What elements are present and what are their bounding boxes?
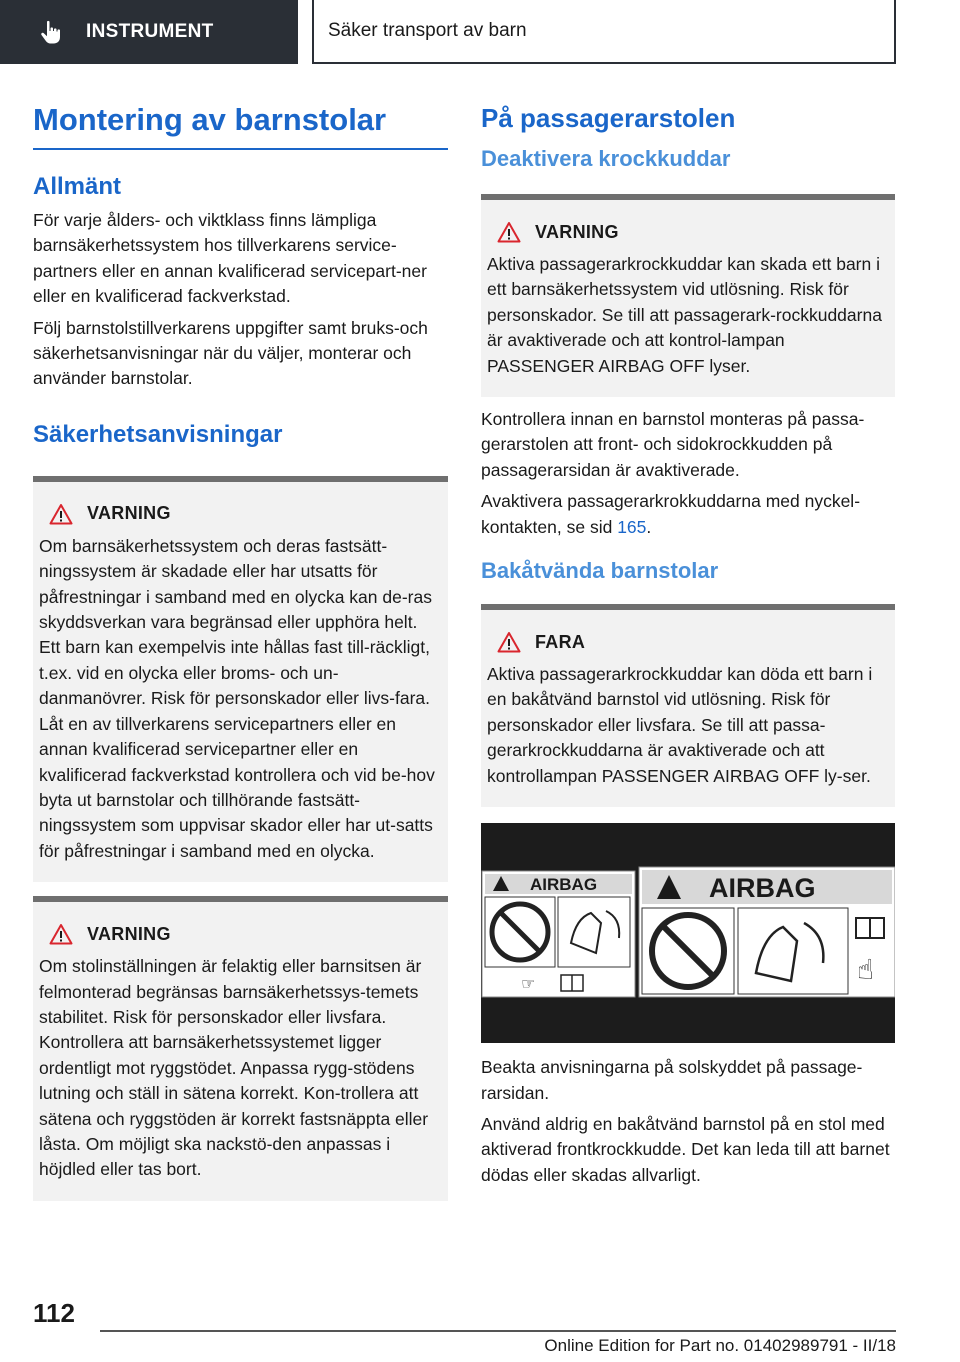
left-column [33,100,448,1201]
warning-box-1 [33,476,448,882]
warning-label: VARNING [535,221,619,242]
warning-triangle-icon [49,923,73,945]
paragraph-text: . [646,516,652,537]
hand-icon: ☞ [521,974,536,994]
large-label-text: AIRBAG [709,873,816,904]
warning-header [49,500,438,528]
warning-box-2 [33,896,448,1201]
page-title: Montering av barnstolar [33,100,448,150]
hand-icon: ☝ [857,953,875,987]
safety-heading: Säkerhetsanvisningar [33,420,283,448]
rear-facing-paragraph-1: Beakta anvisningarna på solskyddet på passage-rarsidan. [481,1057,863,1103]
airbag-label-figure [481,823,895,1043]
footer-divider [100,1330,896,1332]
paragraph-text: Avaktivera passagerarkrokkuddarna med nyckel-kontakten, se sid [481,491,861,537]
passenger-seat-heading: På passagerarstolen [481,103,736,133]
deactivate-airbags-heading: Deaktivera krockkuddar [481,146,731,171]
edition-text: Online Edition for Part no. 01402989791 - II/18 [544,1336,896,1355]
warning-label: VARNING [87,923,171,944]
general-heading: Allmänt [33,173,122,200]
deactivate-paragraph-1: Kontrollera innan en barnstol monteras på passa-gerarstolen att front- och sidokrockkudden på passagerarsidan är avaktiverade. [481,409,865,480]
hand-pointer-icon [38,19,64,45]
section-tab [0,0,298,64]
general-paragraph-1: För varje ålders- och viktklass finns lämpliga barnsäkerhetssystem hos tillverkarens service-partners eller en annan kvalificerad servicepart-ner eller en kvalificerad fackverkstad. [33,210,427,307]
warning-header [497,218,885,246]
warning-text: Om stolinställningen är felaktig eller barnsitsen är felmonterad begränsas barnsäkerhetssys-temets stabilitet. Risk för personskador eller livsfara. Kontrollera att barnsäkerhetssystemet ligger ordentligt mot ryggstödet. Anpassa rygg-stödens lutning och ställ in sätena korrekt. Kon-trollera att sätena och ryggstöden är korrekt fastsnäppta eller låsta. Om möjligt ska nackstö-den anpassas i höjdled eller tas bort. [39,956,429,1180]
chapter-label: Säker transport av barn [328,20,527,41]
warning-header [497,628,885,656]
danger-label: FARA [535,631,586,652]
warning-header [49,920,438,948]
danger-box [481,604,895,807]
general-paragraph-2: Följ barnstolstillverkarens uppgifter samt bruks-och säkerhetsanvisningar när du väljer, monterar och använder barnstolar. [33,317,428,389]
warning-text: Aktiva passagerarkrockkuddar kan skada ett barn i ett barnsäkerhetssystem vid utlösning. Risk för personskador. Se till att passagerark-rockkuddarna är avaktiverade och att kontrol-lampan PASSENGER AIRBAG OFF lyser. [487,254,882,376]
deactivate-paragraph-2 [481,489,895,540]
page-link[interactable]: 165 [617,516,647,537]
small-label-text: AIRBAG [530,875,598,895]
airbag-warning-labels-illustration [481,823,895,1043]
warning-triangle-icon [497,221,521,243]
right-column [481,100,895,1188]
warning-text: Om barnsäkerhetssystem och deras fastsätt-ningssystem är skadade eller har utsatts för påfrestningar i samband med en olycka kan de-ras skyddsverkan vara begränsad eller upphöra helt. Ett barn kan exempelvis inte hållas fast till-räckligt, t.ex. vid en olycka eller broms- och un-danmanövrer. Risk för personskador eller livs-fara. Låt en av tillverkarens servicepartners eller en annan kvalificerad servicepartner eller en kvalificerad fackverkstad kontrollera och vid be-hov byta ut barnstolar och tillhörande fastsätt-ningssystem som uppvisar skador eller har ut-satts för påfrestningar i samband med en olycka. [39,535,435,861]
page-number: 112 [33,1298,75,1328]
warning-label: VARNING [87,503,171,524]
rear-facing-paragraph-2: Använd aldrig en bakåtvänd barnstol på en stol med aktiverad frontkrockkudde. Det kan leda till att barnet dödas eller skadas allvarligt. [481,1113,890,1185]
warning-triangle-icon [49,503,73,525]
warning-triangle-icon [497,631,521,653]
section-label: INSTRUMENT [86,21,214,42]
rear-facing-seats-heading: Bakåtvända barnstolar [481,558,719,584]
danger-text: Aktiva passagerarkrockkuddar kan döda ett barn i en bakåtvänd barnstol vid utlösning. Risk för personskador eller livsfara. Se till att passa-gerarkrockkuddarna är avaktiverade och att kontrollampan PASSENGER AIRBAG OFF ly-ser. [487,664,873,786]
chapter-tab [312,0,896,64]
warning-box-3 [481,194,895,397]
